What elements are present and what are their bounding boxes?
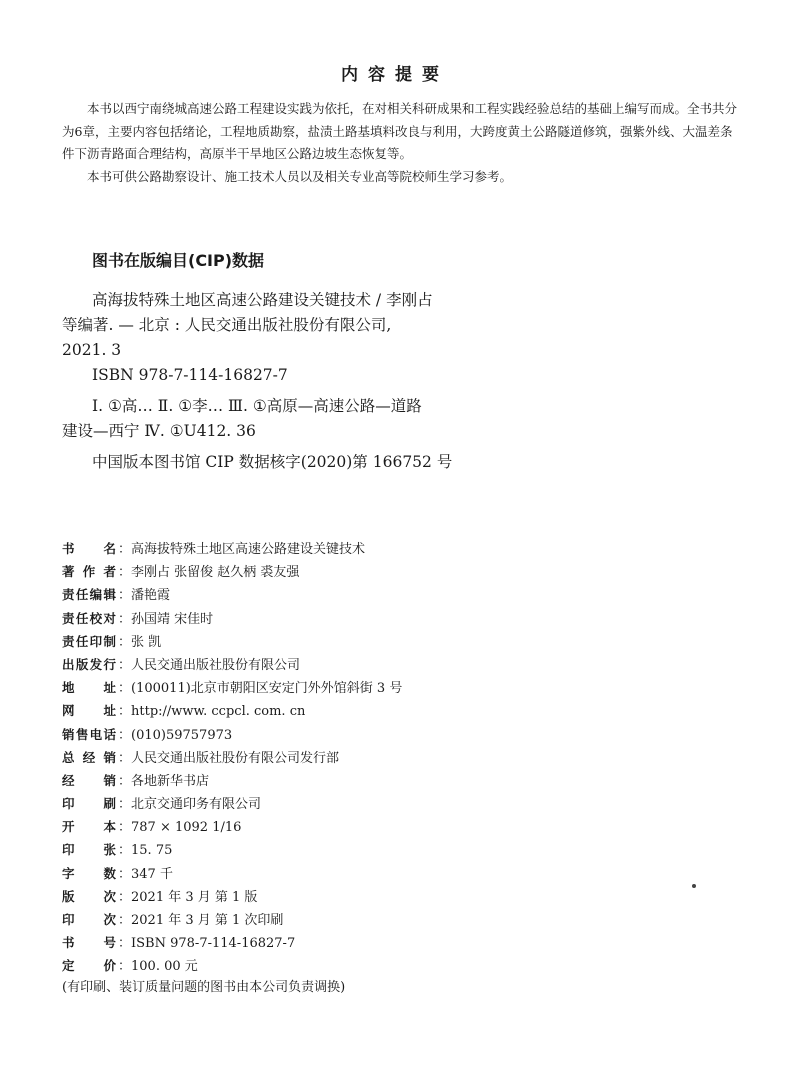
colophon-key-char: 址: [103, 680, 116, 696]
summary-paragraph-1: 本书以西宁南绕城高速公路工程建设实践为依托，在对相关科研成果和工程实践经验总结的基础上编写而成。全书共分为6章，主要内容包括绪论，工程地质勘察，盐渍土路基填料改良与利用，大跨度黄土公路隧道修筑，强紫外线、大温差条件下沥青路面合理结构，高原半干旱地区公路边坡生态恢复等。: [62, 101, 738, 161]
colophon-key-char: 总: [62, 749, 75, 765]
colophon-key-char: 责: [62, 587, 75, 603]
colophon-key-char: 出: [62, 656, 75, 672]
colophon-row: [62, 886, 682, 909]
colophon-key-char: 辑: [103, 587, 116, 603]
cip-classification-line-2: 建设—西宁 Ⅳ. ①U412. 36: [62, 422, 256, 440]
colophon-key-char: 刷: [103, 796, 116, 812]
colophon-key-char: 印: [62, 796, 75, 812]
colophon-value: ： 15. 75: [118, 839, 172, 858]
colophon-key-char: 书: [62, 541, 75, 556]
colophon-row: [62, 747, 682, 770]
colophon-key-char: 对: [103, 610, 116, 626]
colophon-value: ： 人民交通出版社股份有限公司发行部: [118, 747, 339, 766]
colophon-key-char: 址: [103, 703, 116, 719]
colophon-key-char: 作: [82, 564, 96, 580]
colophon-value: ： 人民交通出版社股份有限公司: [118, 654, 300, 673]
colophon-key-char: 责: [62, 633, 75, 649]
colophon-key-char: 责: [62, 610, 75, 626]
colophon-key: [62, 655, 116, 673]
cip-isbn-line: ISBN 978-7-114-16827-7: [92, 366, 288, 384]
colophon-key-char: 经: [62, 772, 75, 788]
colophon-value: ： 100. 00 元: [118, 955, 198, 974]
colophon-key: [62, 794, 116, 812]
colophon-value: ： 张 凯: [118, 631, 161, 650]
colophon-value: ： (010)59757973: [118, 724, 232, 743]
colophon-key-char: 任: [75, 633, 89, 649]
colophon-key-char: 电: [89, 726, 103, 742]
colophon-key: [62, 632, 116, 650]
colophon-row: [62, 538, 682, 561]
colophon-key: [62, 539, 116, 557]
colophon-row: [62, 584, 682, 607]
summary-body: [62, 98, 742, 188]
colophon-key-char: 任: [75, 610, 89, 626]
colophon-key: [62, 748, 116, 766]
colophon-key-char: 售: [75, 726, 89, 742]
colophon-key: [62, 910, 116, 928]
colophon-key-char: 名: [103, 541, 116, 556]
colophon-key-char: 销: [62, 726, 75, 742]
colophon-key: [62, 725, 116, 743]
colophon-value: ： 787 × 1092 1/16: [118, 816, 241, 835]
colophon-key-char: 定: [62, 958, 75, 974]
quality-notice: (有印刷、装订质量问题的图书由本公司负责调换): [62, 980, 346, 995]
colophon-row: [62, 608, 682, 631]
cip-classification-line-1: Ⅰ. ①高… Ⅱ. ①李… Ⅲ. ①高原—高速公路—道路: [92, 397, 422, 415]
colophon-row: [62, 932, 682, 955]
colophon-key: [62, 933, 116, 951]
colophon-key-char: 话: [103, 726, 116, 742]
print-speck: [692, 884, 696, 888]
colophon-value: ： (100011)北京市朝阳区安定门外外馆斜街 3 号: [118, 677, 402, 696]
colophon-key-char: 号: [103, 935, 116, 951]
colophon-value: ： ISBN 978-7-114-16827-7: [118, 932, 295, 951]
colophon-key-char: 本: [103, 819, 116, 835]
summary-title: 内容提要: [341, 65, 449, 85]
colophon-key-char: 著: [62, 564, 75, 580]
colophon-key: [62, 701, 116, 719]
colophon-row: [62, 816, 682, 839]
colophon-key-char: 编: [89, 587, 103, 603]
colophon-key-char: 张: [103, 842, 116, 858]
colophon-key-char: 印: [62, 912, 75, 927]
colophon-row: [62, 770, 682, 793]
colophon-key-char: 版: [75, 656, 89, 672]
colophon-value: ： 李刚占 张留俊 赵久柄 裘友强: [118, 561, 299, 580]
cip-heading: 图书在版编目(CIP)数据: [92, 251, 265, 270]
colophon-key-char: 书: [62, 935, 75, 951]
colophon-key-char: 版: [62, 888, 75, 904]
colophon-row: [62, 793, 682, 816]
colophon-key-char: 网: [62, 703, 75, 719]
colophon-value: ： 高海拔特殊土地区高速公路建设关键技术: [118, 538, 365, 557]
colophon-key: [62, 956, 116, 974]
colophon-value: ： 各地新华书店: [118, 770, 209, 789]
summary-paragraph-2: 本书可供公路勘察设计、施工技术人员以及相关专业高等院校师生学习参考。: [87, 168, 513, 184]
colophon-row: [62, 561, 682, 584]
colophon-key: [62, 817, 116, 835]
colophon-key: [62, 864, 116, 882]
colophon-row: [62, 839, 682, 862]
colophon-key-char: 开: [62, 819, 75, 835]
colophon-key-char: 价: [103, 958, 116, 974]
colophon-key: [62, 585, 116, 603]
colophon-row: [62, 724, 682, 747]
colophon-key-char: 字: [62, 865, 75, 881]
colophon-key-char: 经: [82, 749, 96, 765]
colophon-key-char: 任: [75, 587, 89, 603]
colophon-key: [62, 840, 116, 858]
colophon-key-char: 制: [103, 633, 116, 649]
colophon-key: [62, 609, 116, 627]
colophon-value: ： 347 千: [118, 863, 173, 882]
colophon-row: [62, 909, 682, 932]
colophon-key-char: 次: [103, 912, 116, 927]
colophon-key: [62, 771, 116, 789]
colophon-row: [62, 631, 682, 654]
colophon-value: ： 2021 年 3 月 第 1 版: [118, 886, 257, 905]
colophon-row: [62, 700, 682, 723]
cip-publisher-line: 等编著. — 北京 : 人民交通出版社股份有限公司,: [62, 316, 392, 334]
cip-title-line: 高海拔特殊土地区高速公路建设关键技术 / 李刚占: [92, 291, 433, 309]
colophon-value: ： 2021 年 3 月 第 1 次印刷: [118, 909, 283, 928]
colophon-key-char: 发: [89, 656, 103, 672]
colophon-value: ： 孙国靖 宋佳时: [118, 608, 213, 627]
colophon-key-char: 销: [103, 772, 116, 788]
colophon-value: ： 北京交通印务有限公司: [118, 793, 261, 812]
colophon-key-char: 次: [103, 888, 116, 904]
colophon-key-char: 者: [103, 564, 116, 580]
colophon-row: [62, 677, 682, 700]
colophon-key-char: 校: [89, 610, 103, 626]
colophon-key: [62, 887, 116, 905]
colophon-value: ： 潘艳霞: [118, 584, 170, 603]
colophon-key-char: 销: [103, 749, 116, 765]
colophon-value: ： http://www. ccpcl. com. cn: [118, 700, 305, 719]
colophon-row: [62, 654, 682, 677]
colophon-key-char: 数: [103, 865, 116, 881]
colophon-row: [62, 863, 682, 886]
cip-number-line: 中国版本图书馆 CIP 数据核字(2020)第 166752 号: [92, 453, 453, 471]
colophon-key-char: 地: [62, 680, 75, 696]
colophon-key-char: 印: [89, 633, 103, 649]
colophon-key: [62, 678, 116, 696]
colophon-key: [62, 562, 116, 580]
colophon-key-char: 行: [103, 656, 116, 672]
colophon-key-char: 印: [62, 842, 75, 858]
colophon-list: [62, 538, 682, 979]
cip-date-line: 2021. 3: [62, 341, 122, 359]
